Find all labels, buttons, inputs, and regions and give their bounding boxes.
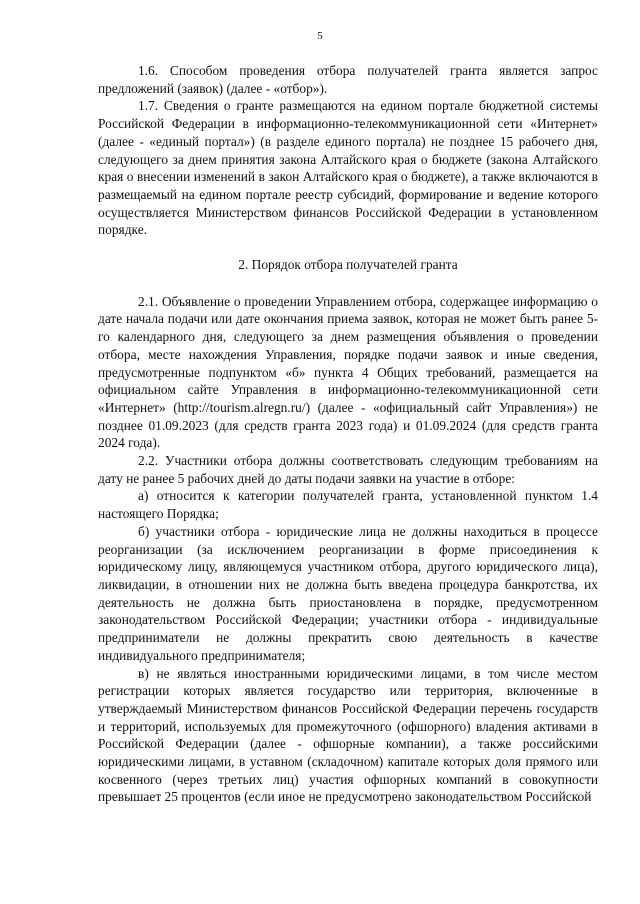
paragraph-1-7: 1.7. Сведения о гранте размещаются на едином портале бюджетной системы Российской Федерации в информационно-телекоммуникационной сети «Интернет» (далее - «единый портал») (в разделе единого портала) не позднее 15 рабочего дня, следующего за днем принятия закона Алтайского края о бюджете (закона Алтайского края о внесении изменений в закон Алтайского края о бюджете), а также включаются в размещаемый на едином портале реестр субсидий, формирование и ведение которого осуществляется Министерством финансов Российской Федерации в установленном порядке. — [98, 98, 598, 238]
section-heading: 2. Порядок отбора получателей гранта — [238, 257, 458, 273]
paragraph-2-2-v: в) не являться иностранными юридическими лицами, в том числе местом регистрации которых является государство или территория, включенные в утверждаемый Министерством финансов Российской Федерации перечень государств и территорий, используемых для промежуточного (офшорного) владения активами в Российской Федерации (далее - офшорные компании), а также российскими юридическими лицами, в уставном (складочном) капитале которых доля прямого или косвенного (через третьих лиц) участия офшорных компаний в совокупности превышает 25 процентов (если иное не предусмотрено законодательством Российской — [98, 665, 598, 805]
paragraph-2-2: 2.2. Участники отбора должны соответствовать следующим требованиям на дату не ранее 5 рабочих дней до даты подачи заявки на участие в отборе: — [98, 453, 598, 486]
paragraph-2-2-b: б) участники отбора - юридические лица не должны находиться в процессе реорганизации (за исключением реорганизации в форме присоединения к юридическому лицу, являющемуся участником отбора, другого юридического лица), ликвидации, в отношении них не должна быть введена процедура банкротства, их деятельность не должна быть приостановлена в порядке, предусмотренном законодательством Российской Федерации; участники отбора - индивидуальные предприниматели не должны прекратить свою деятельность в качестве индивидуального предпринимателя; — [98, 523, 598, 663]
paragraph-2-1: 2.1. Объявление о проведении Управлением отбора, содержащее информацию о дате начала подачи или дате окончания приема заявок, которая не может быть ранее 5-го календарного дня, следующего за днем размещения объявления о проведении отбора, месте нахождения Управления, порядке подачи заявок и иные сведения, предусмотренные подпунктом «б» пункта 4 Общих требований, размещается на официальном сайте Управления в информационно-телекоммуникационной сети «Интернет» (http://tourism.alregn.ru/) (далее - «официальный сайт Управления») не позднее 01.09.2023 (для средств гранта 2023 года) и 01.09.2024 (для средств гранта 2024 года). — [98, 293, 598, 451]
paragraph-1-6: 1.6. Способом проведения отбора получателей гранта является запрос предложений (заявок) (далее - «отбор»). — [98, 63, 598, 96]
document-body — [98, 62, 598, 806]
paragraph-2-2-a: а) относится к категории получателей гранта, установленной пунктом 1.4 настоящего Порядка; — [98, 488, 598, 522]
page-number: 5 — [317, 30, 323, 42]
